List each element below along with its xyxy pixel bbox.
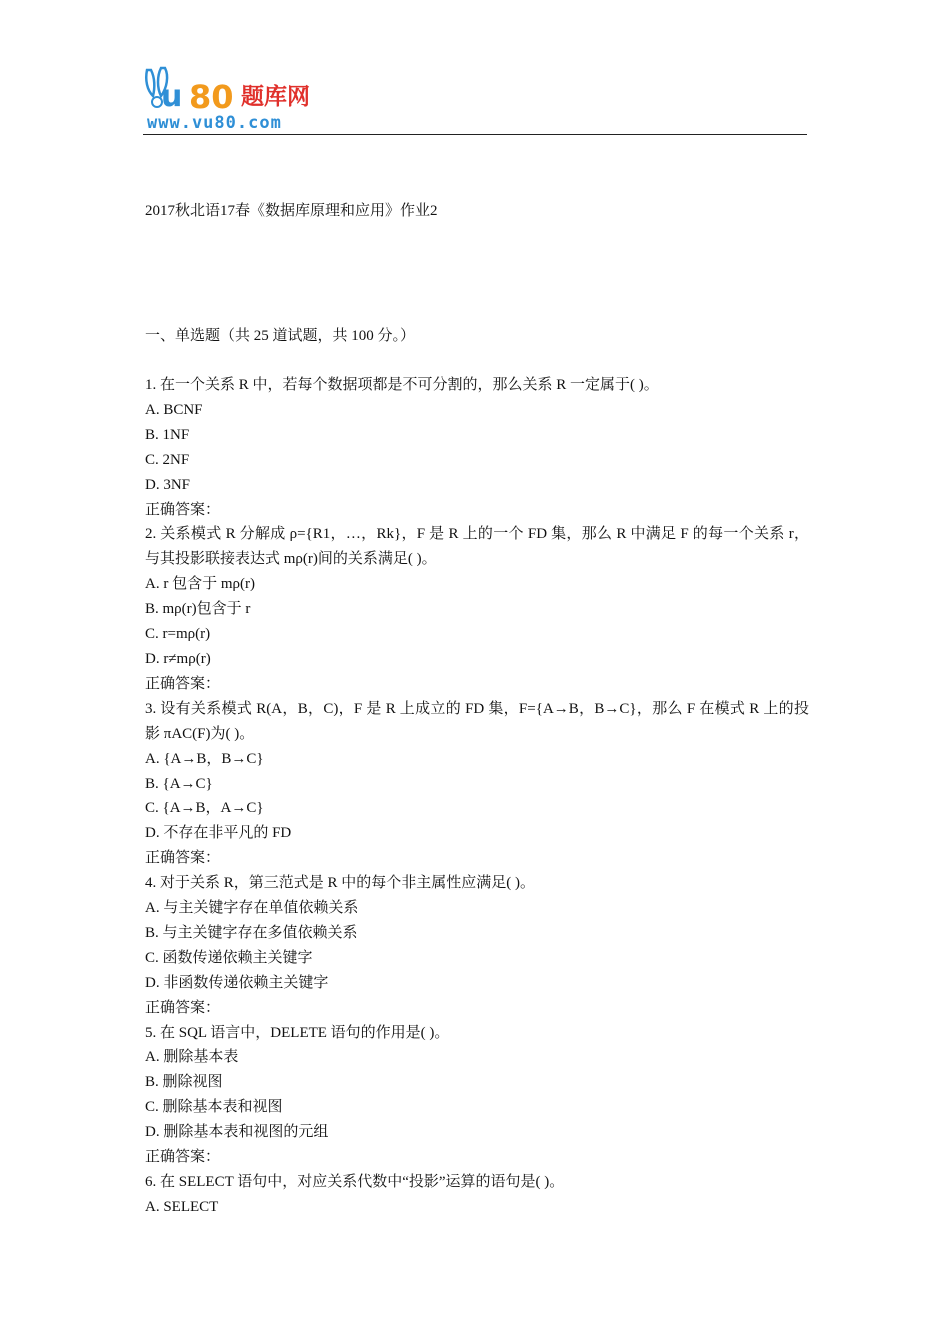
option-b: B. 与主关键字存在多值依赖关系 <box>145 924 358 941</box>
question-list <box>145 373 809 1220</box>
logo-url: www.vu80.com <box>147 113 282 133</box>
logo-tikuwang: 题库网 <box>241 84 310 110</box>
answer-label: 正确答案： <box>145 850 221 867</box>
question-4 <box>145 871 809 1020</box>
option-c: C. 2NF <box>145 451 190 468</box>
answer-label: 正确答案： <box>145 1149 221 1166</box>
option-a: A. {A→B，B→C} <box>145 750 264 767</box>
document-title: 2017秋北语17春《数据库原理和应用》作业2 <box>145 203 438 219</box>
vu80-logo-graphic <box>143 66 343 134</box>
question-1 <box>145 373 809 522</box>
option-a: A. 删除基本表 <box>145 1049 239 1066</box>
option-a: A. BCNF <box>145 401 203 418</box>
question-stem: 1. 在一个关系 R 中，若每个数据项都是不可分割的，那么关系 R 一定属于( )。 <box>145 377 659 393</box>
option-c: C. r=mρ(r) <box>145 626 211 643</box>
option-c: C. 函数传递依赖主关键字 <box>145 949 313 966</box>
option-c: C. 删除基本表和视图 <box>145 1099 283 1116</box>
option-b: B. {A→C} <box>145 775 213 792</box>
question-stem: 6. 在 SELECT 语句中，对应关系代数中“投影”运算的语句是( )。 <box>145 1174 565 1190</box>
option-a: A. SELECT <box>145 1198 219 1215</box>
question-2 <box>145 522 809 696</box>
header-divider <box>143 134 807 135</box>
answer-label: 正确答案： <box>145 675 221 692</box>
vu80-logo <box>143 66 343 134</box>
option-a: A. r 包含于 mρ(r) <box>145 576 255 593</box>
question-stem: 4. 对于关系 R，第三范式是 R 中的每个非主属性应满足( )。 <box>145 875 536 892</box>
question-stem: 3. 设有关系模式 R(A，B，C)，F 是 R 上成立的 FD 集，F={A→B，B→C}，那么 F 在模式 R 上的投影 πAC(F)为( )。 <box>145 700 809 742</box>
question-stem: 5. 在 SQL 语言中，DELETE 语句的作用是( )。 <box>145 1024 450 1041</box>
question-6 <box>145 1170 809 1220</box>
option-b: B. 1NF <box>145 426 190 443</box>
option-d: D. 3NF <box>145 476 191 493</box>
section-heading: 一、单选题（共 25 道试题，共 100 分。） <box>145 328 416 344</box>
question-3 <box>145 697 809 871</box>
option-c: C. {A→B，A→C} <box>145 800 264 817</box>
logo-vu: u <box>161 79 183 114</box>
option-b: B. mρ(r)包含于 r <box>145 601 251 618</box>
option-d: D. 不存在非平凡的 FD <box>145 825 292 842</box>
option-d: D. 删除基本表和视图的元组 <box>145 1124 329 1141</box>
option-a: A. 与主关键字存在单值依赖关系 <box>145 900 359 917</box>
option-d: D. 非函数传递依赖主关键字 <box>145 974 329 991</box>
answer-label: 正确答案： <box>145 999 221 1016</box>
logo-80: 80 <box>189 78 234 116</box>
question-stem: 2. 关系模式 R 分解成 ρ={R1，…，Rk}，F 是 R 上的一个 FD 集，那么 R 中满足 F 的每一个关系 r，与其投影联接表达式 mρ(r)间的关系满足( )。 <box>145 526 809 568</box>
answer-label: 正确答案： <box>145 501 221 518</box>
option-d: D. r≠mρ(r) <box>145 650 211 667</box>
option-b: B. 删除视图 <box>145 1074 223 1091</box>
question-5 <box>145 1021 809 1170</box>
